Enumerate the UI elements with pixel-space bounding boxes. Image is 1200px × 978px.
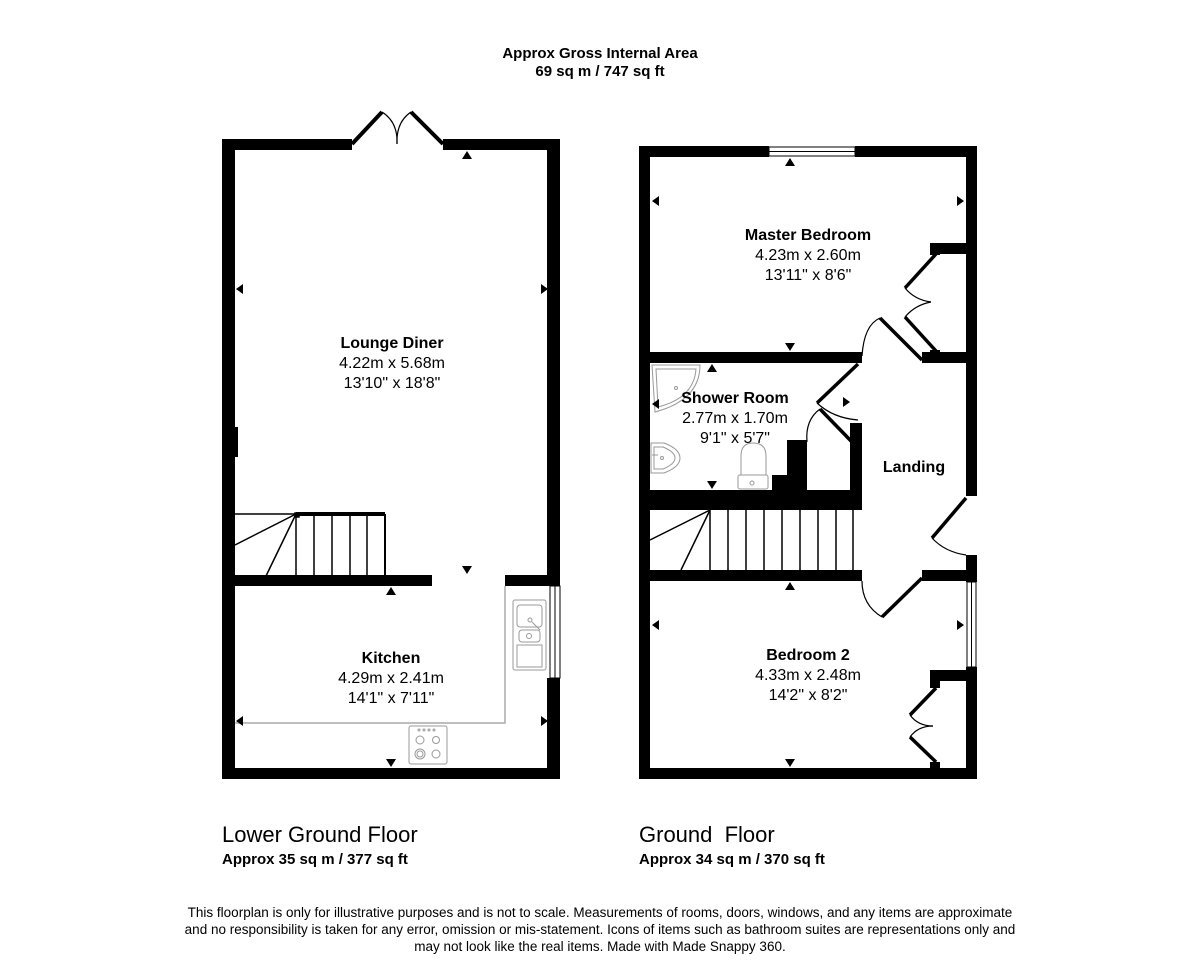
room-dimensions-imperial: 13'11" x 8'6" [764, 267, 852, 284]
staircase [235, 513, 385, 576]
room-dimensions-imperial: 13'10" x 18'8" [343, 375, 441, 392]
room-dimensions-metric: 4.29m x 2.41m [338, 670, 444, 687]
room-dimensions-imperial: 14'1" x 7'11" [347, 690, 435, 707]
room-name: Shower Room [681, 390, 789, 407]
room-bedroom-2 [755, 646, 861, 706]
room-name: Master Bedroom [744, 227, 872, 244]
floor-area: Approx 35 sq m / 377 sq ft [222, 851, 408, 868]
wash-basin-icon [651, 443, 680, 473]
disclaimer-line: and no responsibility is taken for any error, omission or mis-statement. Icons of items such as bathroom suites are representations only and [184, 922, 1016, 937]
room-landing [883, 458, 945, 478]
disclaimer-line: This floorplan is only for illustrative purposes and is not to scale. Measurements of rooms, doors, windows, and any items are approximate [187, 905, 1013, 920]
kitchen-window [550, 586, 560, 678]
floor-caption-ground [639, 822, 825, 869]
room-name: Lounge Diner [340, 335, 444, 352]
room-kitchen [338, 649, 444, 709]
floor-name: Ground Floor [639, 822, 775, 847]
room-shower-room [681, 389, 789, 449]
disclaimer [0, 904, 1200, 955]
floor-name: Lower Ground Floor [222, 822, 418, 847]
hob-icon [409, 726, 447, 764]
sink-icon [513, 600, 546, 670]
french-doors [352, 112, 443, 144]
room-master-bedroom [745, 226, 871, 286]
toilet-icon [738, 443, 768, 489]
floor-caption-lower-ground [222, 822, 418, 869]
disclaimer-line: may not look like the real items. Made with Made Snappy 360. [414, 939, 786, 954]
master-bedroom-window [769, 147, 855, 156]
room-dimensions-metric: 4.23m x 2.60m [755, 247, 861, 264]
room-name: Landing [882, 459, 946, 476]
room-dimensions-metric: 4.33m x 2.48m [755, 667, 861, 684]
floor-area: Approx 34 sq m / 370 sq ft [639, 851, 825, 868]
room-dimensions-metric: 4.22m x 5.68m [339, 355, 445, 372]
room-dimensions-metric: 2.77m x 1.70m [682, 410, 788, 427]
gross-area-total: 69 sq m / 747 sq ft [535, 63, 665, 80]
room-name: Bedroom 2 [766, 647, 850, 664]
room-name: Kitchen [361, 650, 421, 667]
gross-area-title: Approx Gross Internal Area [502, 45, 698, 62]
room-dimensions-imperial: 14'2" x 8'2" [768, 687, 848, 704]
bedroom2-window [967, 582, 976, 667]
room-dimensions-imperial: 9'1" x 5'7" [700, 430, 770, 447]
room-lounge-diner [339, 334, 445, 394]
staircase [650, 510, 853, 570]
